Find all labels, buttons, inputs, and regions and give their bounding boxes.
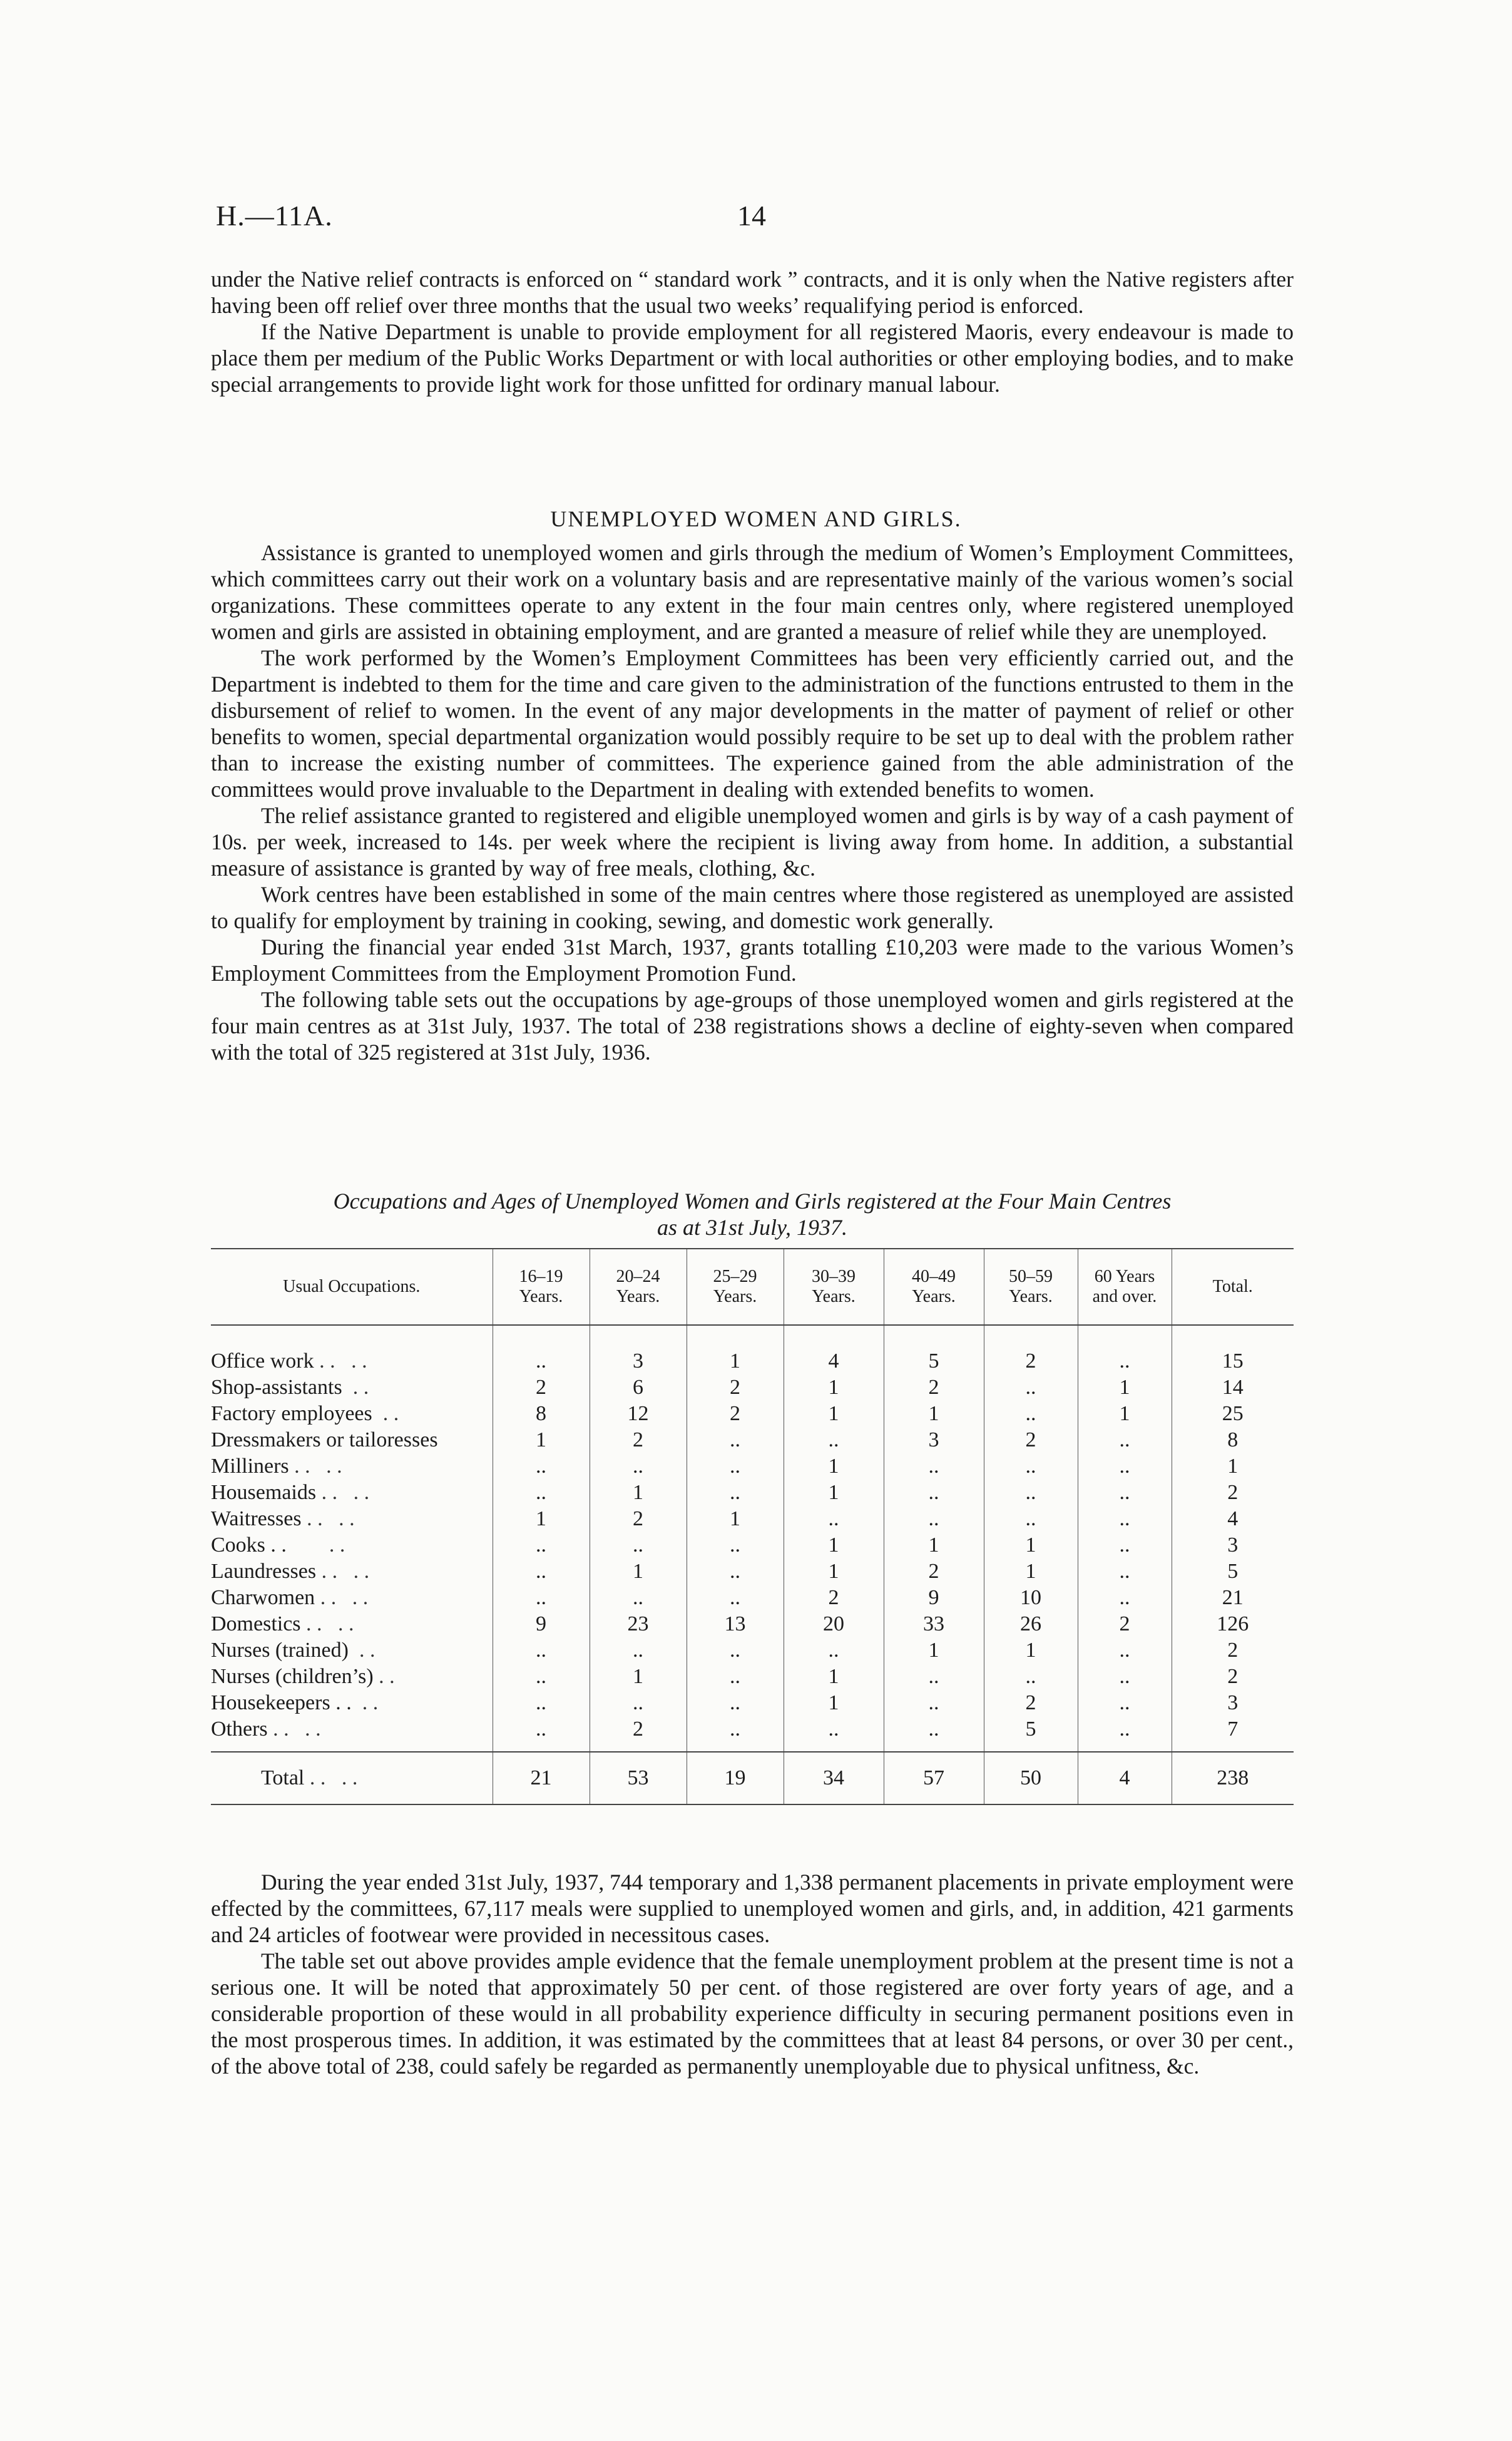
count-cell: ..: [884, 1664, 984, 1690]
paragraph: The table set out above provides ample evidence that the female unemployment problem at the present time is not a serious one. It will be noted that approximately 50 per cent. of those registered are over forty years of age, and a considerable proportion of these would in all probability experience difficulty in securing permanent positions even in the most prosperous times. In addition, it was estimated by the committees that at least 84 persons, or over 30 per cent., of the above total of 238, could safely be regarded as permanently unemployable due to physical unfitness, &c.: [211, 1948, 1294, 2079]
count-cell: 1: [590, 1664, 687, 1690]
table-row: [211, 1637, 1294, 1664]
occupation-cell: [211, 1637, 493, 1664]
column-header: [687, 1249, 784, 1325]
row-total-cell: 2: [1172, 1637, 1294, 1664]
occupation-cell: [211, 1664, 493, 1690]
count-cell: 33: [884, 1611, 984, 1637]
count-cell: ..: [687, 1558, 784, 1585]
count-cell: ..: [884, 1506, 984, 1532]
count-cell: ..: [984, 1480, 1078, 1506]
leader-dots: . . . .: [316, 1481, 370, 1504]
occupation-name: Charwomen: [211, 1586, 315, 1609]
column-total-cell: 34: [784, 1752, 884, 1804]
count-cell: ..: [1078, 1585, 1172, 1611]
paragraph: During the year ended 31st July, 1937, 744 temporary and 1,338 permanent placements in private employment were effected by the committees, 67,117 meals were supplied to unemployed women and girls, and, in addition, 421 garments and 24 articles of footwear were provided in necessitous cases.: [211, 1870, 1294, 1947]
leader-dots: . . . .: [300, 1612, 354, 1635]
count-cell: 12: [590, 1401, 687, 1427]
occupations-table: [211, 1248, 1294, 1805]
row-total-cell: 21: [1172, 1585, 1294, 1611]
leader-dots: . . . .: [267, 1717, 321, 1741]
count-cell: ..: [784, 1506, 884, 1532]
table-row: [211, 1453, 1294, 1480]
occupation-name: Office work: [211, 1349, 314, 1373]
column-header-line: 16–19: [519, 1267, 563, 1286]
count-cell: ..: [984, 1664, 1078, 1690]
table-row: [211, 1325, 1294, 1374]
count-cell: ..: [884, 1453, 984, 1480]
count-cell: 2: [984, 1690, 1078, 1716]
count-cell: 26: [984, 1611, 1078, 1637]
count-cell: 2: [1078, 1611, 1172, 1637]
occupation-cell: [211, 1585, 493, 1611]
row-total-cell: 2: [1172, 1480, 1294, 1506]
count-cell: 23: [590, 1611, 687, 1637]
row-total-cell: 3: [1172, 1532, 1294, 1558]
column-header-line: Usual Occupations.: [283, 1277, 421, 1296]
column-header: [984, 1249, 1078, 1325]
occupation-cell: [211, 1427, 493, 1453]
occupation-cell: [211, 1716, 493, 1752]
occupation-cell: [211, 1453, 493, 1480]
leader-dots: . .: [342, 1376, 369, 1399]
count-cell: ..: [590, 1532, 687, 1558]
count-cell: 1: [493, 1427, 590, 1453]
occupation-name: Nurses (children’s): [211, 1665, 374, 1688]
occupation-name: Milliners: [211, 1455, 289, 1478]
count-cell: ..: [1078, 1506, 1172, 1532]
row-total-cell: 4: [1172, 1506, 1294, 1532]
table-caption: [211, 1188, 1294, 1241]
total-label: Total: [261, 1766, 305, 1789]
document-reference: H.—11A.: [216, 200, 333, 232]
leader-dots: . .: [351, 1691, 379, 1714]
column-total-cell: 50: [984, 1752, 1078, 1804]
count-cell: 1: [590, 1480, 687, 1506]
count-cell: 1: [784, 1664, 884, 1690]
column-header-line: 20–24: [616, 1267, 660, 1286]
count-cell: ..: [687, 1690, 784, 1716]
table-caption-line: as at 31st July, 1937.: [657, 1215, 847, 1240]
count-cell: ..: [493, 1716, 590, 1752]
table-row: [211, 1716, 1294, 1752]
count-cell: ..: [784, 1427, 884, 1453]
column-header-line: Years.: [812, 1287, 856, 1306]
closing-text: [211, 1869, 1294, 2079]
count-cell: ..: [493, 1325, 590, 1374]
count-cell: ..: [687, 1637, 784, 1664]
leader-dots: . . . .: [289, 1455, 342, 1478]
leader-dots: . .: [373, 1665, 395, 1688]
count-cell: 1: [784, 1480, 884, 1506]
column-total-cell: 53: [590, 1752, 687, 1804]
leader-dots: . .: [286, 1533, 345, 1557]
count-cell: 1: [884, 1532, 984, 1558]
table-row: [211, 1427, 1294, 1453]
column-header-line: 40–49: [912, 1267, 956, 1286]
column-header-line: Years.: [713, 1287, 757, 1306]
count-cell: ..: [1078, 1664, 1172, 1690]
count-cell: 2: [884, 1558, 984, 1585]
count-cell: ..: [687, 1480, 784, 1506]
page-number: 14: [737, 200, 766, 232]
count-cell: 1: [784, 1374, 884, 1401]
count-cell: 1: [1078, 1401, 1172, 1427]
table-row: [211, 1506, 1294, 1532]
occupation-cell: [211, 1401, 493, 1427]
table-header: [211, 1249, 1294, 1325]
row-total-cell: 15: [1172, 1325, 1294, 1374]
count-cell: ..: [493, 1532, 590, 1558]
count-cell: ..: [884, 1716, 984, 1752]
table-row: [211, 1558, 1294, 1585]
count-cell: 1: [784, 1453, 884, 1480]
count-cell: 5: [984, 1716, 1078, 1752]
count-cell: 1: [984, 1637, 1078, 1664]
count-cell: ..: [1078, 1427, 1172, 1453]
leader-dots: . . . .: [314, 1349, 367, 1373]
count-cell: 1: [884, 1637, 984, 1664]
occupation-cell: [211, 1480, 493, 1506]
count-cell: 1: [984, 1532, 1078, 1558]
column-header-line: 25–29: [713, 1267, 757, 1286]
count-cell: ..: [884, 1480, 984, 1506]
occupation-name: Factory employees: [211, 1402, 372, 1425]
paragraph: The relief assistance granted to registered and eligible unemployed women and girls is by way of a cash payment of 10s. per week, increased to 14s. per week where the recipient is living away from home. In addition, a substantial measure of assistance is granted by way of free meals, clothing, &c.: [211, 803, 1294, 881]
table-caption-line: Occupations and Ages of Unemployed Women and Girls registered at the Four Main Centres: [333, 1189, 1172, 1214]
occupation-cell: [211, 1532, 493, 1558]
count-cell: ..: [984, 1506, 1078, 1532]
count-cell: 2: [590, 1506, 687, 1532]
section-heading: UNEMPLOYED WOMEN AND GIRLS.: [550, 506, 962, 531]
count-cell: 3: [884, 1427, 984, 1453]
occupation-name: Others: [211, 1717, 268, 1741]
count-cell: 2: [984, 1427, 1078, 1453]
count-cell: ..: [687, 1453, 784, 1480]
leader-dots: . . . .: [301, 1507, 355, 1530]
count-cell: ..: [493, 1637, 590, 1664]
column-header-line: Years.: [616, 1287, 660, 1306]
column-total-cell: 57: [884, 1752, 984, 1804]
count-cell: 6: [590, 1374, 687, 1401]
count-cell: 1: [1078, 1374, 1172, 1401]
count-cell: 2: [784, 1585, 884, 1611]
column-header-line: and over.: [1092, 1287, 1157, 1306]
count-cell: ..: [590, 1453, 687, 1480]
column-header-line: Years.: [912, 1287, 956, 1306]
count-cell: ..: [687, 1664, 784, 1690]
row-total-cell: 25: [1172, 1401, 1294, 1427]
row-total-cell: 5: [1172, 1558, 1294, 1585]
table-footer: [211, 1752, 1294, 1804]
paragraph: Assistance is granted to unemployed women and girls through the medium of Women’s Employment Committees, which committees carry out their work on a voluntary basis and are representative mainly of the various women’s social organizations. These committees operate to any extent in the four main centres only, where registered unemployed women and girls are assisted in obtaining employment, and are granted a measure of relief while they are unemployed.: [211, 540, 1294, 644]
count-cell: ..: [493, 1690, 590, 1716]
count-cell: ..: [687, 1532, 784, 1558]
occupation-cell: [211, 1690, 493, 1716]
occupation-name: Housekeepers . .: [211, 1691, 352, 1714]
paragraph: Work centres have been established in some of the main centres where those registered as unemployed are assisted to qualify for employment by training in cooking, sewing, and domestic work generally.: [211, 882, 1294, 933]
table-row: [211, 1585, 1294, 1611]
row-total-cell: 14: [1172, 1374, 1294, 1401]
paragraph: During the financial year ended 31st March, 1937, grants totalling £10,203 were made to the various Women’s Employment Committees from the Employment Promotion Fund.: [211, 934, 1294, 986]
table-row: [211, 1532, 1294, 1558]
count-cell: 10: [984, 1585, 1078, 1611]
occupation-name: Dressmakers or tailoresses: [211, 1428, 438, 1451]
leader-dots: . . . .: [316, 1560, 370, 1583]
count-cell: 1: [784, 1532, 884, 1558]
count-cell: 2: [590, 1427, 687, 1453]
count-cell: 2: [884, 1374, 984, 1401]
occupation-name: Housemaids: [211, 1481, 317, 1504]
count-cell: ..: [493, 1453, 590, 1480]
count-cell: ..: [590, 1585, 687, 1611]
count-cell: 2: [590, 1716, 687, 1752]
column-header-line: 60 Years: [1094, 1267, 1155, 1286]
occupation-name: Shop-assistants: [211, 1376, 342, 1399]
count-cell: ..: [493, 1480, 590, 1506]
column-header-line: Years.: [1009, 1287, 1053, 1306]
occupation-cell: [211, 1325, 493, 1374]
column-header-line: 30–39: [812, 1267, 856, 1286]
count-cell: 20: [784, 1611, 884, 1637]
count-cell: 2: [687, 1401, 784, 1427]
leader-dots: . .: [372, 1402, 399, 1425]
row-total-cell: 8: [1172, 1427, 1294, 1453]
count-cell: 1: [687, 1506, 784, 1532]
paragraph: under the Native relief contracts is enforced on “ standard work ” contracts, and it is only when the Native registers after having been off relief over three months that the usual two weeks’ requalifying period is enforced.: [211, 267, 1294, 318]
count-cell: 3: [590, 1325, 687, 1374]
count-cell: 4: [784, 1325, 884, 1374]
count-cell: ..: [1078, 1480, 1172, 1506]
count-cell: 5: [884, 1325, 984, 1374]
column-total-cell: 21: [493, 1752, 590, 1804]
row-total-cell: 2: [1172, 1664, 1294, 1690]
table-header-row: [211, 1249, 1294, 1325]
column-header: [1078, 1249, 1172, 1325]
section-text: [211, 540, 1294, 1065]
occupation-cell: [211, 1374, 493, 1401]
count-cell: ..: [984, 1401, 1078, 1427]
count-cell: ..: [493, 1585, 590, 1611]
table-body: [211, 1325, 1294, 1752]
occupation-cell: [211, 1611, 493, 1637]
count-cell: ..: [1078, 1532, 1172, 1558]
occupation-name: Nurses (trained): [211, 1639, 349, 1662]
column-header-line: 50–59: [1009, 1267, 1053, 1286]
occupations-table-wrap: [211, 1248, 1294, 1805]
row-total-cell: 3: [1172, 1690, 1294, 1716]
table-row: [211, 1401, 1294, 1427]
total-label-cell: [211, 1752, 493, 1804]
count-cell: 1: [493, 1506, 590, 1532]
column-header-occupation: [211, 1249, 493, 1325]
count-cell: 9: [493, 1611, 590, 1637]
count-cell: 1: [884, 1401, 984, 1427]
occupation-name: Domestics: [211, 1612, 301, 1635]
intro-text: [211, 266, 1294, 397]
column-header: [1172, 1249, 1294, 1325]
occupation-name: Laundresses: [211, 1560, 317, 1583]
count-cell: ..: [1078, 1637, 1172, 1664]
count-cell: 1: [784, 1558, 884, 1585]
count-cell: 8: [493, 1401, 590, 1427]
column-total-cell: 19: [687, 1752, 784, 1804]
count-cell: ..: [1078, 1716, 1172, 1752]
column-total-cell: 4: [1078, 1752, 1172, 1804]
occupation-cell: [211, 1506, 493, 1532]
table-row: [211, 1664, 1294, 1690]
count-cell: 1: [687, 1325, 784, 1374]
occupation-name: Waitresses: [211, 1507, 302, 1530]
count-cell: 13: [687, 1611, 784, 1637]
count-cell: 2: [984, 1325, 1078, 1374]
count-cell: 9: [884, 1585, 984, 1611]
count-cell: ..: [984, 1453, 1078, 1480]
count-cell: 2: [493, 1374, 590, 1401]
leader-dots: . . . .: [315, 1586, 369, 1609]
count-cell: ..: [1078, 1325, 1172, 1374]
count-cell: ..: [884, 1690, 984, 1716]
table-row: [211, 1480, 1294, 1506]
count-cell: 1: [984, 1558, 1078, 1585]
count-cell: ..: [493, 1558, 590, 1585]
count-cell: ..: [984, 1374, 1078, 1401]
leader-dots: . .: [348, 1639, 375, 1662]
table-row: [211, 1611, 1294, 1637]
count-cell: ..: [1078, 1453, 1172, 1480]
grand-total-cell: 238: [1172, 1752, 1294, 1804]
leader-dots: . . . .: [304, 1766, 358, 1789]
paragraph: The following table sets out the occupations by age-groups of those unemployed women and girls registered at the four main centres as at 31st July, 1937. The total of 238 registrations shows a decline of eighty-seven when compared with the total of 325 registered at 31st July, 1936.: [211, 987, 1294, 1065]
column-header-line: Total.: [1212, 1277, 1253, 1296]
occupation-cell: [211, 1558, 493, 1585]
column-header: [884, 1249, 984, 1325]
count-cell: ..: [590, 1637, 687, 1664]
table-row: [211, 1374, 1294, 1401]
count-cell: ..: [687, 1585, 784, 1611]
count-cell: ..: [1078, 1558, 1172, 1585]
paragraph: The work performed by the Women’s Employment Committees has been very efficiently carried out, and the Department is indebted to them for the time and care given to the administration of the functions entrusted to them in the disbursement of relief to women. In the event of any major developments in the matter of payment of relief or other benefits to women, special departmental organization would possibly require to be set up to deal with the problem rather than to increase the existing number of committees. The experience gained from the able administration of the committees would prove invaluable to the Department in dealing with extended benefits to women.: [211, 645, 1294, 802]
count-cell: ..: [590, 1690, 687, 1716]
count-cell: ..: [784, 1637, 884, 1664]
row-total-cell: 1: [1172, 1453, 1294, 1480]
row-total-cell: 126: [1172, 1611, 1294, 1637]
count-cell: ..: [687, 1427, 784, 1453]
column-header: [784, 1249, 884, 1325]
count-cell: 2: [687, 1374, 784, 1401]
table-row: [211, 1690, 1294, 1716]
paragraph: If the Native Department is unable to provide employment for all registered Maoris, every endeavour is made to place them per medium of the Public Works Department or with local authorities or other employing bodies, and to make special arrangements to provide light work for those unfitted for ordinary manual labour.: [211, 319, 1294, 397]
count-cell: ..: [687, 1716, 784, 1752]
occupation-name: Cooks . .: [211, 1533, 287, 1557]
count-cell: ..: [493, 1664, 590, 1690]
count-cell: 1: [784, 1401, 884, 1427]
row-total-cell: 7: [1172, 1716, 1294, 1752]
column-header: [493, 1249, 590, 1325]
count-cell: ..: [1078, 1690, 1172, 1716]
column-header-line: Years.: [519, 1287, 563, 1306]
count-cell: 1: [784, 1690, 884, 1716]
count-cell: 1: [590, 1558, 687, 1585]
table-total-row: [211, 1752, 1294, 1804]
count-cell: ..: [784, 1716, 884, 1752]
column-header: [590, 1249, 687, 1325]
